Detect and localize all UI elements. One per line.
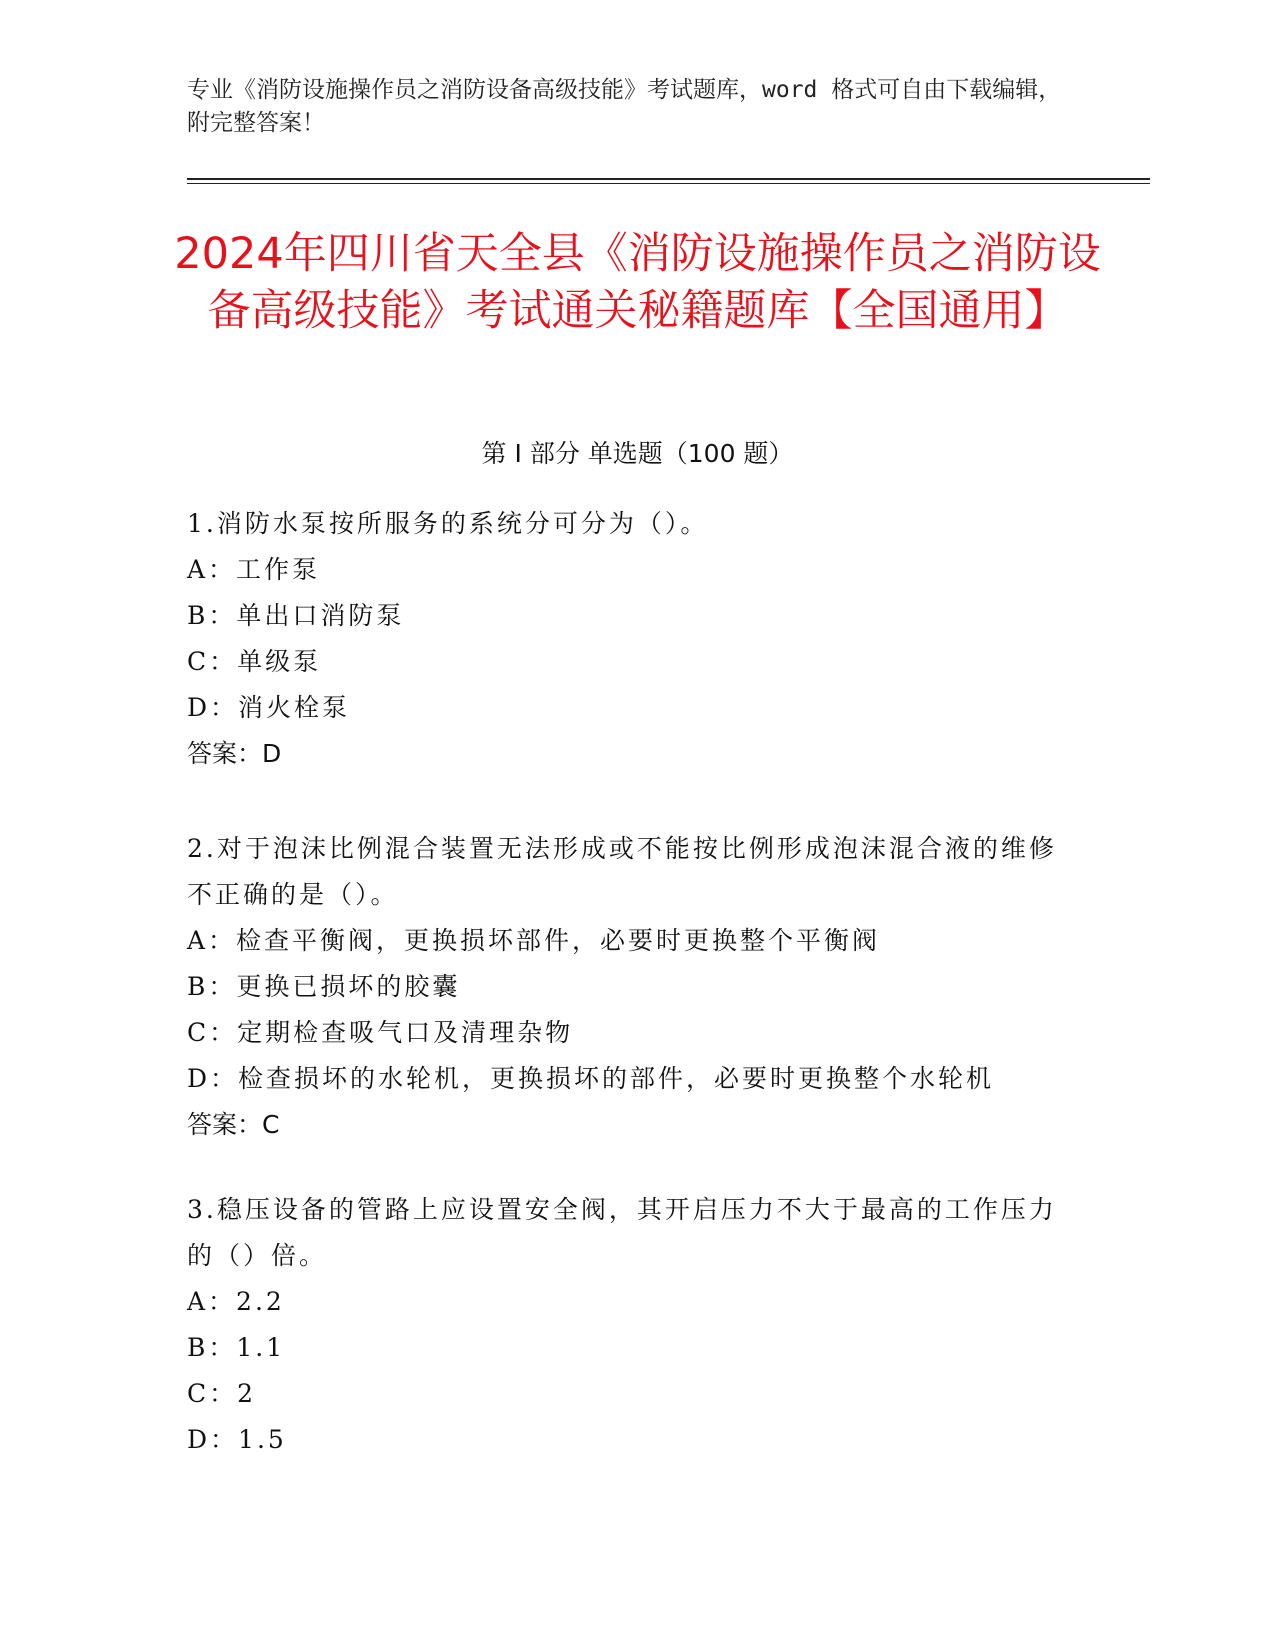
answer: 答案：C — [187, 1110, 280, 1139]
option-c: C：定期检查吸气口及清理杂物 — [187, 1018, 574, 1047]
option-b: B：单出口消防泵 — [187, 601, 405, 630]
section-title: 第 I 部分 单选题（100 题） — [481, 439, 794, 468]
answer: 答案：D — [187, 739, 282, 768]
option-a: A：检查平衡阀，更换损坏部件，必要时更换整个平衡阀 — [187, 926, 881, 955]
option-b: B：1.1 — [187, 1333, 286, 1362]
option-b: B：更换已损坏的胶囊 — [187, 972, 461, 1001]
question-stem: 2.对于泡沫比例混合装置无法形成或不能按比例形成泡沫混合液的维修不正确的是（）。 — [187, 834, 1057, 909]
option-d: D：消火栓泵 — [187, 693, 351, 722]
header-divider-thin — [187, 183, 1150, 184]
question-stem: 3.稳压设备的管路上应设置安全阀，其开启压力不大于最高的工作压力的（）倍。 — [187, 1195, 1057, 1270]
option-a: A：2.2 — [187, 1287, 285, 1316]
question-2 — [187, 826, 1067, 1148]
option-d: D：检查损坏的水轮机，更换损坏的部件，必要时更换整个水轮机 — [187, 1064, 995, 1093]
header-note: 专业《消防设施操作员之消防设备高级技能》考试题库，word 格式可自由下载编辑，附完整答案！ — [187, 77, 1062, 136]
header-divider — [187, 178, 1150, 180]
option-c: C：2 — [187, 1379, 257, 1408]
question-stem: 1.消防水泵按所服务的系统分可分为（）。 — [187, 509, 709, 538]
document-title: 2024年四川省天全县《消防设施操作员之消防设备高级技能》考试通关秘籍题库【全国通用】 — [174, 229, 1101, 336]
question-1 — [187, 501, 1067, 777]
option-c: C：单级泵 — [187, 647, 322, 676]
option-d: D：1.5 — [187, 1425, 287, 1454]
question-3 — [187, 1187, 1067, 1463]
option-a: A：工作泵 — [187, 555, 321, 584]
